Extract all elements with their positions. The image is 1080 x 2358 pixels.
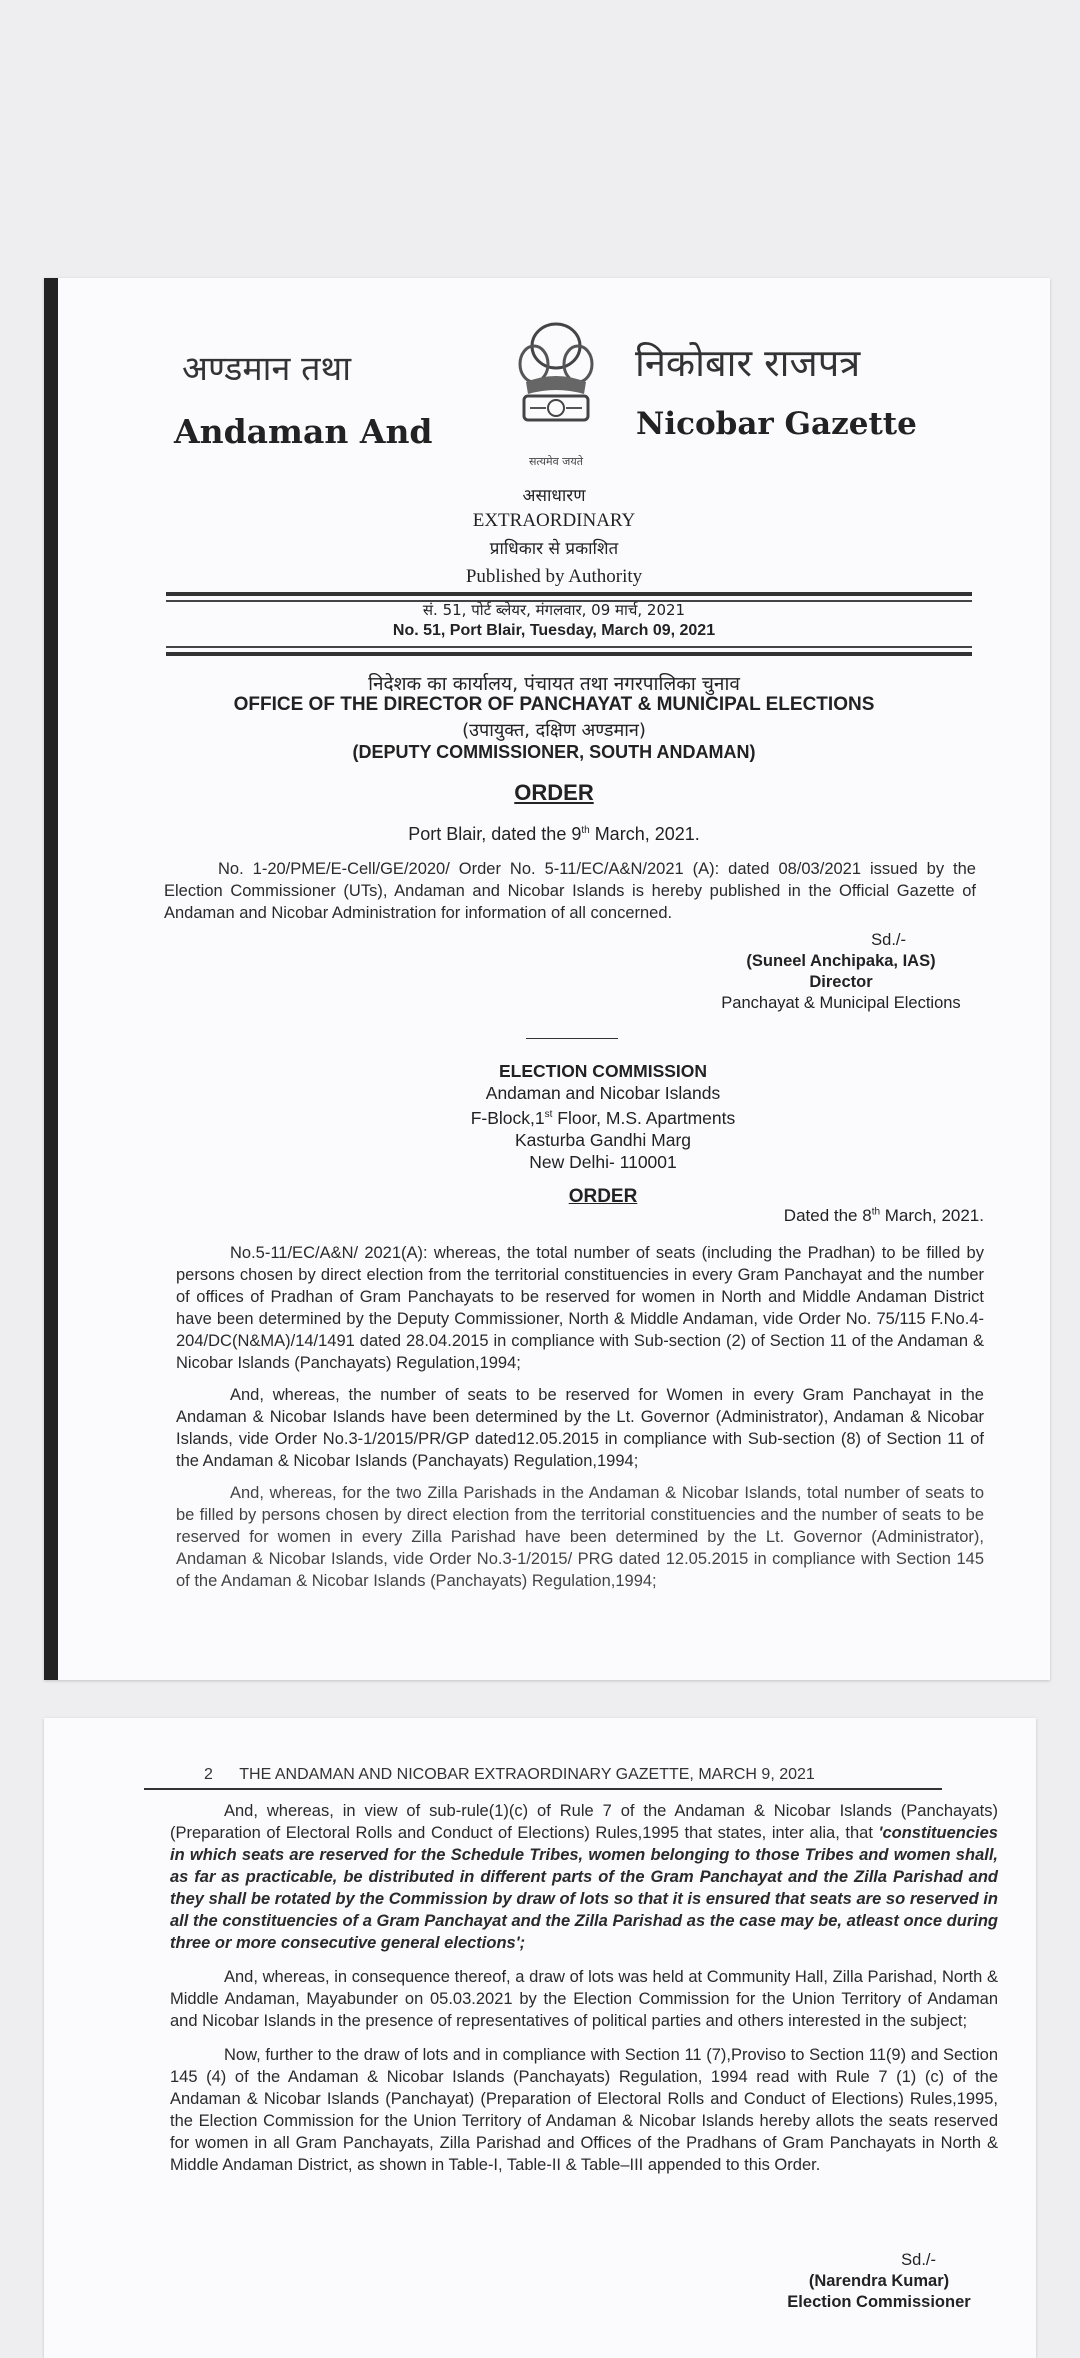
page2-para3: Now, further to the draw of lots and in compliance with Section 11 (7),Proviso to Section 11(9) and Section 145 (4) of the Andaman & Nicobar Islands (Panchayats) Regulation, 1994 read with Rule 7 (1) (c) of the Andaman & Nicobar Islands (Panchayat) (Preparation of Electoral Rolls and Conduct of Elections) Rules,1995, the Election Commission for the Union Territory of Andaman & Nicobar Islands hereby allots the seats reserved for women in all Gram Panchayats, Zilla Parishad and Offices of the Pradhans of Gram Panchayats in North & Middle Andaman District, as shown in Table-I, Table-II & Table–III appended to this Order. [170,2046,998,2174]
masthead-hindi-right: निकोबार राजपत्र [635,341,861,385]
page2-para2: And, whereas, in consequence thereof, a draw of lots was held at Community Hall, Zilla Parishad, North & Middle Andaman, Mayabunder on 05.03.2021 by the Election Commission for the Union Territory of Andaman and Nicobar Islands in the presence of representatives of political parties and others interested in the subject; [170,1968,998,2030]
order1-dated [58,824,1050,845]
commission-line2-suffix: Floor, M.S. Apartments [552,1107,736,1128]
order1-dated-sup: th [581,825,590,836]
order2-dated-sup: th [871,1206,881,1218]
order-separator [526,1038,618,1039]
masthead-rule-top [166,592,972,596]
office-english-line2: (DEPUTY COMMISSIONER, SOUTH ANDAMAN) [352,742,756,762]
commission-line1: Andaman and Nicobar Islands [485,1083,721,1103]
issue-rule-thick [166,652,972,656]
page2-signatory: (Narendra Kumar) [808,2272,950,2290]
running-head-rule [144,1788,942,1790]
order2-dated-prefix: Dated the 8 [783,1206,872,1225]
order2-para1: No.5-11/EC/A&N/ 2021(A): whereas, the total number of seats (including the Pradhan) to be filled by persons chosen by direct election from the territorial constituencies in every Gram Panchayat and the number of offices of Pradhan of Gram Panchayats to be reserved for women in North and Middle Andaman District have been determined by the Deputy Commissioner, North & Middle Andaman, vide Order No. 75/115 F.No.4-204/DC(N&MA)/14/1491 dated 28.04.2015 in compliance with Sub-section (2) of Section 11 of the Andaman & Nicobar Islands (Panchayats) Regulation,1994; [176,1244,984,1372]
order2-para3: And, whereas, for the two Zilla Parishads in the Andaman & Nicobar Islands, total number of seats to be filled by persons chosen by direct election from the territorial constituencies and the number of seats to be reserved for women in every Zilla Parishad have been determined by the Lt. Governor (Administrator), Andaman & Nicobar Islands, vide Order No.3-1/2015/ PRG dated 12.05.2015 in compliance with Section 145 of the Andaman & Nicobar Islands (Panchayats) Regulation,1994; [176,1484,984,1590]
page2-body [170,1800,998,2176]
page2-sd: Sd./- [901,2251,936,2269]
masthead-hindi-left: अण्डमान तथा [182,349,352,389]
order1-paragraph: No. 1-20/PME/E-Cell/GE/2020/ Order No. 5-11/EC/A&N/2021 (A): dated 08/03/2021 issued by the Election Commissioner (UTs), Andaman and Nicobar Islands is hereby published in the Official Gazette of Andaman and Nicobar Administration for information of all concerned. [164,860,976,922]
issue-hindi: सं. 51, पोर्ट ब्लेयर, मंगलवार, 09 मार्च, 2021 [422,601,686,619]
order1-dated-suffix: March, 2021. [589,824,700,844]
gazette-page-2 [44,1718,1036,2358]
office-hindi-line2: (उपायुक्त, दक्षिण अण्डमान) [462,720,646,741]
gazette-page-1 [44,278,1050,1680]
masthead-english-right: Nicobar Gazette [636,406,917,442]
order1-sd: Sd./- [871,931,906,949]
office-hindi-line1: निदेशक का कार्यालय, पंचायत तथा नगरपालिका चुनाव [368,673,740,695]
order2-dated [708,1206,984,1226]
order1-designation: Director [809,973,873,991]
masthead-english-left: Andaman And [174,412,433,451]
commission-address [378,1060,828,1173]
order1-signatory: (Suneel Anchipaka, IAS) [746,952,936,970]
order2-dated-suffix: March, 2021. [880,1206,984,1225]
subhead-hindi-extraordinary: असाधारण [522,486,586,506]
order1-signature-block [698,930,984,1014]
order1-dated-prefix: Port Blair, dated the 9 [408,824,582,844]
page2-para1-intro: And, whereas, in view of sub-rule(1)(c) of Rule 7 of the Andaman & Nicobar Islands (Panchayats) (Preparation of Electoral Rolls and Conduct of Elections) Rules,1995 that states, inter alia, that [170,1802,998,1842]
order1-paragraph-wrap [164,858,976,924]
commission-title: ELECTION COMMISSION [498,1061,708,1081]
page2-designation: Election Commissioner [787,2293,971,2311]
commission-line2 [378,1104,828,1129]
emblem-motto: सत्यमेव जयते [528,455,583,468]
order2-heading: ORDER [568,1186,638,1207]
commission-line4: New Delhi- 110001 [529,1151,677,1172]
running-head: 2 THE ANDAMAN AND NICOBAR EXTRAORDINARY GAZETTE, MARCH 9, 2021 [204,1766,815,1783]
order1-office: Panchayat & Municipal Elections [721,994,961,1012]
subhead-published-by: Published by Authority [465,566,643,587]
order2-para2: And, whereas, the number of seats to be reserved for Women in every Gram Panchayat in the Andaman & Nicobar Islands have been determined by the Lt. Governor (Administrator), Andaman & Nicobar Islands, vide Order No.3-1/2015/PR/GP dated12.05.2015 in compliance with Sub-section (8) of Section 11 of the Andaman & Nicobar Islands (Panchayats) Regulation,1994; [176,1386,984,1470]
office-english-line1: OFFICE OF THE DIRECTOR OF PANCHAYAT & MUNICIPAL ELECTIONS [233,694,875,715]
commission-line2-sup: st [544,1109,553,1120]
order1-heading: ORDER [514,780,594,805]
page2-para1 [170,1800,998,1954]
national-emblem-icon [504,316,608,456]
commission-line3: Kasturba Gandhi Marg [514,1129,692,1150]
commission-line2-prefix: F-Block,1 [470,1107,545,1128]
order2-body [176,1242,984,1592]
subhead-hindi-authority: प्राधिकार से प्रकाशित [489,539,619,559]
subhead-extraordinary: EXTRAORDINARY [472,510,636,531]
issue-english: No. 51, Port Blair, Tuesday, March 09, 2021 [392,622,716,639]
page2-signature-block [744,2250,1014,2313]
issue-rule-thin [166,646,972,648]
page2-para1-quote: 'constituencies in which seats are reserved for the Schedule Tribes, women belonging to those Tribes and women shall, as far as practicable, be distributed in different parts of the Gram Panchayat and the Zilla Parishad and they shall be rotated by the Commission by draw of lots so that it is ensured that seats are so reserved in all the constituencies of a Gram Panchayat and the Zilla Parishad as the case may be, atleast once during three or more consecutive general elections'; [170,1824,998,1952]
